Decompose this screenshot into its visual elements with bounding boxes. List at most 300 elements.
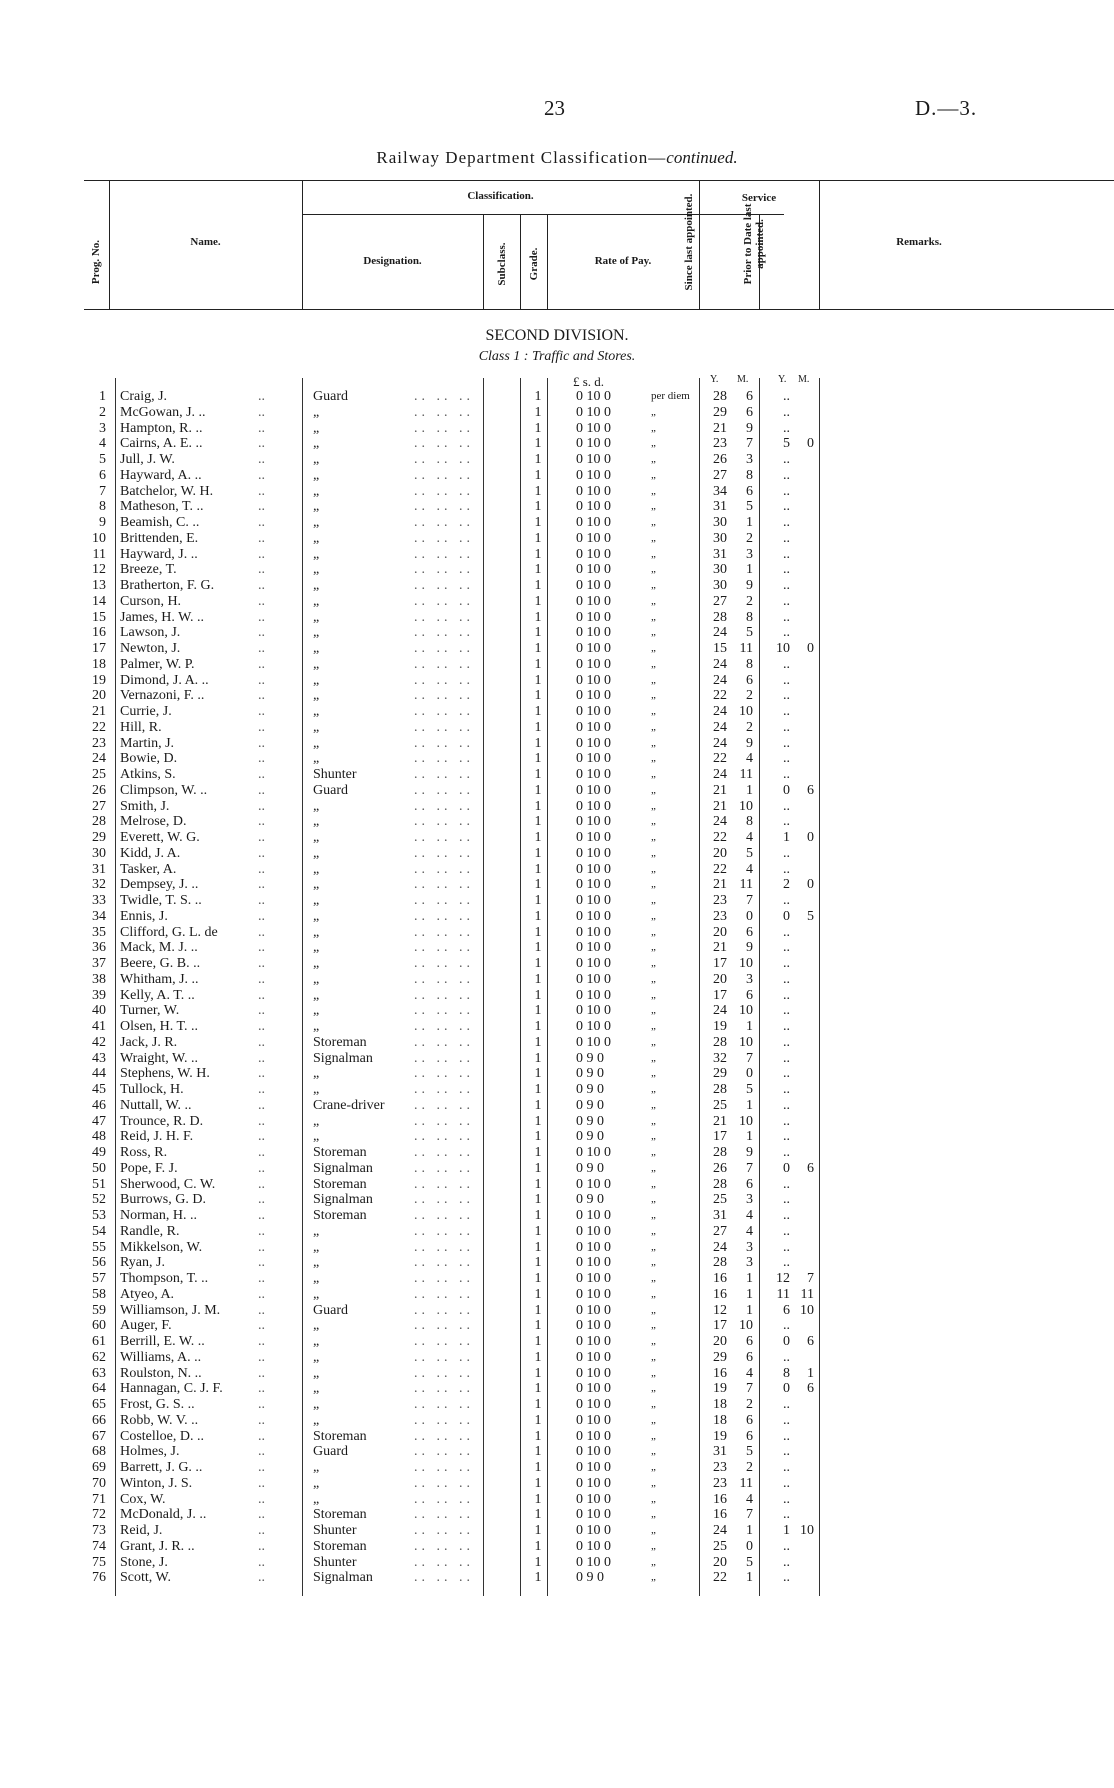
employee-name: Hampton, R. ..	[120, 420, 203, 436]
table-row	[0, 688, 1114, 704]
grade: 1	[534, 562, 542, 578]
table-row	[0, 1539, 1114, 1555]
employee-name: Frost, G. S. ..	[120, 1397, 195, 1412]
service-months: 3	[746, 1239, 753, 1255]
pay-unit: „	[651, 531, 656, 544]
service-years: 23	[713, 893, 727, 908]
employee-name: Turner, W.	[120, 1003, 180, 1019]
prog-no: 40	[92, 1003, 106, 1019]
prog-no: 67	[92, 1428, 106, 1444]
grade: 1	[534, 1208, 542, 1223]
employee-name: Williams, A. ..	[120, 1349, 202, 1365]
table-row	[0, 893, 1114, 909]
prog-no: 17	[92, 641, 106, 656]
designation: Guard	[313, 1444, 348, 1460]
service-years: 19	[713, 1381, 727, 1397]
employee-name: Scott, W.	[120, 1570, 171, 1586]
prior-years: ..	[783, 625, 790, 641]
service-years: 31	[713, 1444, 727, 1460]
employee-name: Sherwood, C. W.	[120, 1176, 216, 1192]
leader-dots: .. .. ..	[414, 578, 474, 593]
leader-dots: .. .. ..	[414, 1554, 474, 1570]
years-unit: Y.	[710, 374, 719, 385]
leader-dots: ..	[258, 845, 265, 861]
designation: „	[313, 956, 320, 971]
pay-unit: „	[651, 720, 656, 733]
rate-of-pay: 0 10 0	[576, 1302, 611, 1318]
rate-of-pay: 0 10 0	[576, 845, 611, 861]
pay-unit: „	[651, 1571, 656, 1584]
service-years: 19	[713, 1019, 727, 1034]
designation: „	[313, 1491, 320, 1507]
prior-years: ..	[783, 1208, 790, 1223]
prog-no: 21	[92, 704, 106, 719]
prior-years: 12	[776, 1271, 790, 1286]
employee-name: Nuttall, W. ..	[120, 1097, 192, 1113]
employee-name: Kelly, A. T. ..	[120, 987, 195, 1003]
pay-unit: „	[651, 1209, 656, 1221]
table-row	[0, 877, 1114, 893]
leader-dots: ..	[258, 1239, 265, 1255]
leader-dots: .. .. ..	[414, 452, 474, 467]
pay-unit: „	[651, 972, 656, 985]
rate-of-pay: 0 10 0	[576, 798, 611, 814]
pay-unit: „	[651, 815, 656, 828]
designation: „	[313, 641, 320, 656]
prog-no: 9	[99, 515, 106, 530]
table-row	[0, 720, 1114, 736]
employee-name: James, H. W. ..	[120, 609, 204, 625]
rate-of-pay: 0 10 0	[576, 530, 611, 546]
rate-of-pay: 0 10 0	[576, 940, 611, 956]
pay-unit: „	[651, 1035, 656, 1048]
grade: 1	[534, 530, 542, 546]
prior-years: ..	[783, 767, 790, 782]
prior-years: ..	[783, 1255, 790, 1271]
service-months: 6	[746, 1176, 753, 1192]
designation: Signalman	[313, 1570, 373, 1586]
table-row	[0, 814, 1114, 830]
pay-unit: „	[651, 1303, 656, 1316]
pay-unit: „	[651, 988, 656, 1001]
grade: 1	[534, 971, 542, 987]
employee-name: Thompson, T. ..	[120, 1271, 209, 1286]
service-years: 21	[713, 1113, 727, 1129]
pay-unit: „	[651, 1350, 656, 1363]
service-months: 9	[746, 578, 753, 593]
grade: 1	[534, 1113, 542, 1129]
employee-name: Mikkelson, W.	[120, 1239, 203, 1255]
designation: „	[313, 515, 320, 530]
service-months: 4	[746, 1208, 753, 1223]
pay-unit: „	[651, 1130, 656, 1143]
service-years: 23	[713, 436, 727, 452]
employee-name: Trounce, R. D.	[120, 1113, 204, 1129]
designation: „	[313, 845, 320, 861]
service-years: 24	[713, 672, 727, 688]
service-months: 1	[746, 1019, 753, 1034]
prior-years: ..	[783, 1475, 790, 1491]
service-months: 6	[746, 672, 753, 688]
grade: 1	[534, 467, 542, 483]
leader-dots: .. .. ..	[414, 1538, 474, 1554]
years-unit-2: Y.	[778, 374, 787, 385]
leader-dots: .. .. ..	[414, 1428, 474, 1444]
designation: Storeman	[313, 1507, 367, 1523]
prior-years: ..	[783, 562, 790, 578]
rate-of-pay: 0 10 0	[576, 1507, 611, 1523]
prior-years: 1	[783, 830, 790, 845]
prior-months: 11	[800, 1286, 814, 1302]
prog-no: 34	[92, 908, 106, 924]
designation: „	[313, 452, 320, 467]
designation: „	[313, 1003, 320, 1019]
leader-dots: ..	[258, 1491, 265, 1507]
pay-unit: „	[651, 453, 656, 465]
designation: „	[313, 499, 320, 515]
prior-months: 0	[807, 436, 814, 452]
prior-years: ..	[783, 1050, 790, 1066]
designation: „	[313, 625, 320, 641]
designation: „	[313, 1334, 320, 1349]
service-months: 1	[746, 1570, 753, 1586]
rate-of-pay: 0 10 0	[576, 1475, 611, 1491]
rate-of-pay: 0 10 0	[576, 1491, 611, 1507]
leader-dots: ..	[258, 971, 265, 987]
prog-no: 51	[92, 1176, 106, 1192]
pay-unit: „	[651, 579, 656, 591]
table-row	[0, 1224, 1114, 1240]
designation: Shunter	[313, 767, 357, 782]
leader-dots: ..	[258, 735, 265, 751]
employee-name: Bratherton, F. G.	[120, 578, 215, 593]
prog-no: 35	[92, 924, 106, 940]
designation-header: Designation.	[363, 255, 422, 267]
designation: „	[313, 1286, 320, 1302]
service-months: 2	[746, 530, 753, 546]
designation: „	[313, 420, 320, 436]
pay-unit: „	[651, 1256, 656, 1269]
designation: „	[313, 987, 320, 1003]
table-row	[0, 799, 1114, 815]
title-continued: continued.	[666, 148, 738, 167]
prior-years: ..	[783, 940, 790, 956]
employee-name: Ross, R.	[120, 1145, 168, 1160]
table-row	[0, 547, 1114, 563]
table-row	[0, 736, 1114, 752]
leader-dots: ..	[258, 956, 265, 971]
leader-dots: .. .. ..	[414, 436, 474, 452]
rate-of-pay: 0 10 0	[576, 1176, 611, 1192]
prior-years: ..	[783, 956, 790, 971]
employee-name: Burrows, G. D.	[120, 1192, 206, 1208]
leader-dots: ..	[258, 751, 265, 767]
designation: „	[313, 1475, 320, 1491]
leader-dots: ..	[258, 1271, 265, 1286]
leader-dots: ..	[258, 719, 265, 735]
leader-dots: ..	[258, 1302, 265, 1318]
class-subheading: Class 1 : Traffic and Stores.	[478, 349, 636, 364]
rate-of-pay: 0 10 0	[576, 1255, 611, 1271]
service-years: 20	[713, 924, 727, 940]
service-years: 16	[713, 1491, 727, 1507]
leader-dots: .. .. ..	[414, 1034, 474, 1050]
grade: 1	[534, 877, 542, 893]
designation: „	[313, 546, 320, 562]
prog-no: 55	[92, 1239, 106, 1255]
prior-months: 6	[807, 1160, 814, 1176]
grade: 1	[534, 1239, 542, 1255]
leader-dots: .. .. ..	[414, 609, 474, 625]
grade: 1	[534, 625, 542, 641]
rate-of-pay: 0 9 0	[576, 1129, 604, 1145]
prior-years: ..	[783, 420, 790, 436]
designation: Guard	[313, 782, 348, 798]
rate-of-pay: 0 10 0	[576, 1239, 611, 1255]
service-months: 1	[746, 1523, 753, 1538]
service-years: 18	[713, 1412, 727, 1428]
leader-dots: ..	[258, 1192, 265, 1208]
pay-unit: „	[651, 1020, 656, 1032]
service-years: 16	[713, 1271, 727, 1286]
prog-no: 56	[92, 1255, 106, 1271]
pay-unit: „	[651, 1319, 656, 1332]
leader-dots: .. .. ..	[414, 845, 474, 861]
designation: „	[313, 593, 320, 609]
employee-name: Everett, W. G.	[120, 830, 200, 845]
designation: Guard	[313, 1302, 348, 1318]
leader-dots: ..	[258, 893, 265, 908]
table-row	[0, 673, 1114, 689]
service-years: 20	[713, 971, 727, 987]
grade: 1	[534, 719, 542, 735]
prior-years: ..	[783, 389, 790, 404]
prior-years: 8	[783, 1365, 790, 1381]
table-row	[0, 452, 1114, 468]
leader-dots: .. .. ..	[414, 1523, 474, 1538]
pay-unit: „	[651, 1004, 656, 1017]
employee-name: Norman, H. ..	[120, 1208, 197, 1223]
service-years: 17	[713, 1129, 727, 1145]
prog-no: 63	[92, 1365, 106, 1381]
grade: 1	[534, 956, 542, 971]
prog-no: 11	[92, 546, 106, 562]
prior-months: 0	[807, 877, 814, 893]
leader-dots: ..	[258, 1381, 265, 1397]
pay-unit: „	[651, 1287, 656, 1300]
service-months: 6	[746, 404, 753, 420]
employee-name: Ryan, J.	[120, 1255, 165, 1271]
pay-unit: „	[651, 1098, 656, 1111]
prior-months: 6	[807, 1381, 814, 1397]
pay-unit: „	[651, 421, 656, 434]
service-years: 18	[713, 1397, 727, 1412]
pay-unit: per diem	[651, 390, 690, 402]
leader-dots: ..	[258, 1365, 265, 1381]
service-years: 27	[713, 1223, 727, 1239]
months-unit: M.	[737, 374, 749, 385]
service-months: 10	[739, 798, 753, 814]
prog-no: 4	[99, 436, 106, 452]
pay-unit: „	[651, 925, 656, 938]
employee-name: Grant, J. R. ..	[120, 1538, 195, 1554]
table-row	[0, 1492, 1114, 1508]
table-row	[0, 1460, 1114, 1476]
leader-dots: ..	[258, 625, 265, 641]
prior-years: ..	[783, 1034, 790, 1050]
rate-of-pay: 0 10 0	[576, 688, 611, 704]
grade: 1	[534, 751, 542, 767]
leader-dots: ..	[258, 1129, 265, 1145]
grade-header: Grade.	[528, 247, 540, 281]
leader-dots: .. .. ..	[414, 1507, 474, 1523]
service-years: 28	[713, 1176, 727, 1192]
leader-dots: ..	[258, 1255, 265, 1271]
table-row	[0, 562, 1114, 578]
leader-dots: .. .. ..	[414, 1050, 474, 1066]
table-row	[0, 1271, 1114, 1287]
rate-of-pay: 0 10 0	[576, 562, 611, 578]
leader-dots: ..	[258, 483, 265, 499]
service-months: 4	[746, 1365, 753, 1381]
rate-of-pay: 0 10 0	[576, 515, 611, 530]
pay-unit: „	[651, 1193, 656, 1206]
employee-name: Smith, J.	[120, 798, 170, 814]
service-years: 25	[713, 1538, 727, 1554]
rate-of-pay: 0 10 0	[576, 782, 611, 798]
rate-of-pay: 0 10 0	[576, 436, 611, 452]
pay-unit: „	[651, 547, 656, 560]
prior-years: ..	[783, 735, 790, 751]
employee-name: Randle, R.	[120, 1223, 180, 1239]
service-years: 17	[713, 1318, 727, 1334]
grade: 1	[534, 1271, 542, 1286]
rate-of-pay: 0 10 0	[576, 389, 611, 404]
prior-years: ..	[783, 593, 790, 609]
service-months: 10	[739, 1113, 753, 1129]
table-row	[0, 767, 1114, 783]
rate-of-pay: 0 10 0	[576, 877, 611, 893]
service-months: 1	[746, 1286, 753, 1302]
grade: 1	[534, 845, 542, 861]
employee-name: Jack, J. R.	[120, 1034, 178, 1050]
leader-dots: .. .. ..	[414, 1208, 474, 1223]
prog-no-header: Prog. No.	[90, 239, 102, 285]
rate-of-pay: 0 10 0	[576, 404, 611, 420]
prior-years: ..	[783, 515, 790, 530]
designation: „	[313, 798, 320, 814]
leader-dots: ..	[258, 1176, 265, 1192]
prog-no: 70	[92, 1475, 106, 1491]
leader-dots: .. .. ..	[414, 1475, 474, 1491]
prior-years: ..	[783, 499, 790, 515]
service-months: 1	[746, 515, 753, 530]
leader-dots: .. .. ..	[414, 1412, 474, 1428]
leader-dots: ..	[258, 861, 265, 877]
pay-unit: „	[651, 1382, 656, 1395]
rate-of-pay: 0 9 0	[576, 1160, 604, 1176]
pay-unit: „	[651, 894, 656, 906]
prog-no: 61	[92, 1334, 106, 1349]
prog-no: 58	[92, 1286, 106, 1302]
leader-dots: .. .. ..	[414, 1460, 474, 1475]
leader-dots: .. .. ..	[414, 1129, 474, 1145]
service-months: 2	[746, 593, 753, 609]
leader-dots: .. .. ..	[414, 1082, 474, 1097]
prior-months: 7	[807, 1271, 814, 1286]
prog-no: 38	[92, 971, 106, 987]
employee-name: Newton, J.	[120, 641, 181, 656]
grade: 1	[534, 830, 542, 845]
service-years: 30	[713, 515, 727, 530]
prior-years: ..	[783, 1349, 790, 1365]
leader-dots: ..	[258, 389, 265, 404]
prog-no: 24	[92, 751, 106, 767]
leader-dots: .. .. ..	[414, 1491, 474, 1507]
employee-name: Holmes, J.	[120, 1444, 180, 1460]
grade: 1	[534, 1302, 542, 1318]
table-row	[0, 1381, 1114, 1397]
rate-of-pay: 0 10 0	[576, 1554, 611, 1570]
rate-of-pay: 0 9 0	[576, 1097, 604, 1113]
leader-dots: .. .. ..	[414, 483, 474, 499]
service-years: 20	[713, 845, 727, 861]
employee-name: Palmer, W. P.	[120, 656, 195, 672]
service-years: 31	[713, 1208, 727, 1223]
leader-dots: .. .. ..	[414, 1570, 474, 1586]
service-years: 15	[713, 641, 727, 656]
rate-of-pay: 0 9 0	[576, 1082, 604, 1097]
designation: „	[313, 483, 320, 499]
service-months: 3	[746, 1255, 753, 1271]
prog-no: 73	[92, 1523, 106, 1538]
grade: 1	[534, 1538, 542, 1554]
employee-name: Clifford, G. L. de	[120, 924, 218, 940]
page-title	[0, 148, 1114, 168]
table-row	[0, 484, 1114, 500]
prog-no: 50	[92, 1160, 106, 1176]
prior-years: ..	[783, 1491, 790, 1507]
employee-name: Berrill, E. W. ..	[120, 1334, 205, 1349]
designation: „	[313, 609, 320, 625]
rate-of-pay: 0 9 0	[576, 1113, 604, 1129]
pay-unit: „	[651, 1240, 656, 1253]
table-row	[0, 972, 1114, 988]
designation: „	[313, 893, 320, 908]
rate-of-pay: 0 9 0	[576, 1192, 604, 1208]
service-months: 2	[746, 688, 753, 704]
rate-of-pay: 0 10 0	[576, 609, 611, 625]
table-row	[0, 925, 1114, 941]
table-row	[0, 956, 1114, 972]
leader-dots: ..	[258, 656, 265, 672]
service-years: 29	[713, 1349, 727, 1365]
employee-name: Kidd, J. A.	[120, 845, 181, 861]
service-months: 6	[746, 924, 753, 940]
leader-dots: ..	[258, 940, 265, 956]
service-years: 24	[713, 814, 727, 830]
employee-name: Cairns, A. E. ..	[120, 436, 203, 452]
pay-unit: „	[651, 1398, 656, 1410]
grade: 1	[534, 578, 542, 593]
grade: 1	[534, 389, 542, 404]
service-years: 20	[713, 1554, 727, 1570]
designation: „	[313, 735, 320, 751]
service-months: 6	[746, 987, 753, 1003]
employee-name: Olsen, H. T. ..	[120, 1019, 199, 1034]
table-row	[0, 704, 1114, 720]
service-months: 1	[746, 782, 753, 798]
